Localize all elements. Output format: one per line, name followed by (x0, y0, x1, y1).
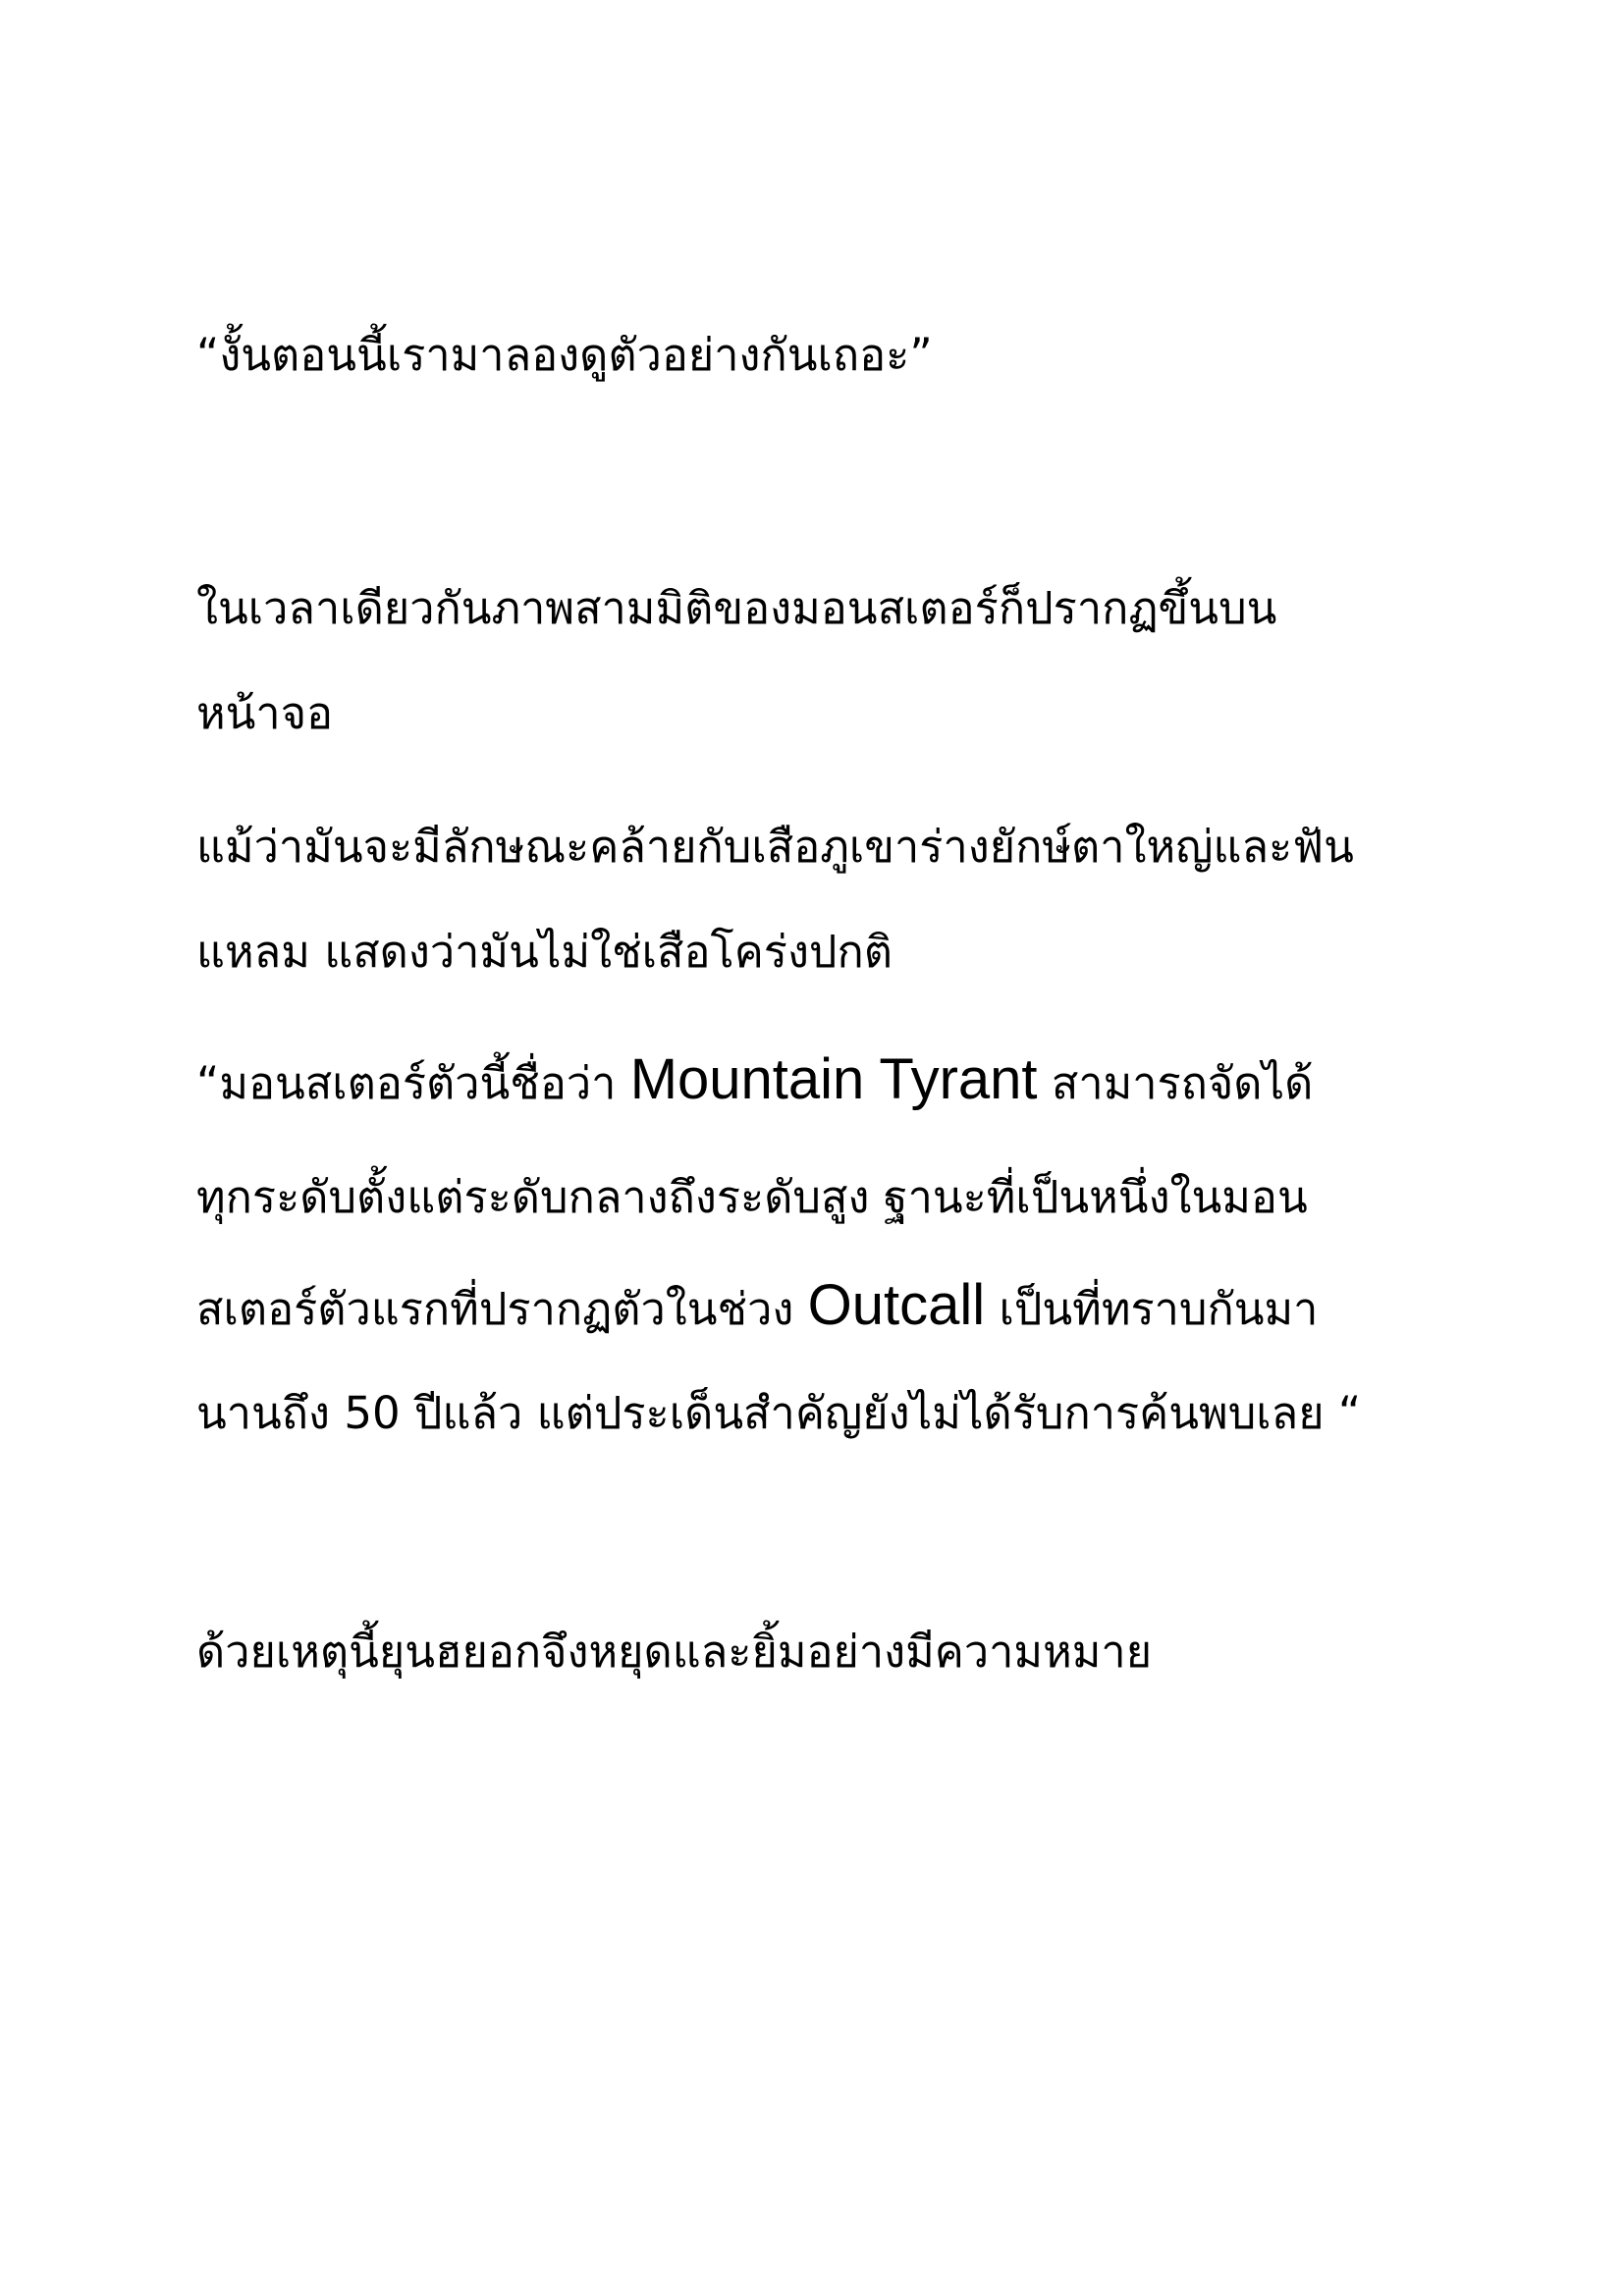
paragraph-4-line-3-thai-end: เป็นที่ทราบกันมา (985, 1283, 1319, 1335)
paragraph-4-line-3 (196, 1273, 1319, 1339)
paragraph-2-line-1: ในเวลาเดียวกันภาพสามมิติของมอนสเตอร์ก็ปรากฏขึ้นบน (196, 582, 1277, 634)
paragraph-4-line-3-thai-start: สเตอร์ตัวแรกที่ปรากฏตัวในช่วง (196, 1283, 808, 1335)
paragraph-2-line-2: หน้าจอ (196, 687, 334, 739)
paragraph-5-line-1: ด้วยเหตุนี้ยุนฮยอกจึงหยุดและยิ้มอย่างมีความหมาย (196, 1626, 1153, 1678)
paragraph-4-line-1-thai-end: สามารถจัดได้ (1037, 1057, 1314, 1109)
paragraph-3-line-2: แหลม แสดงว่ามันไม่ใช่เสือโคร่งปกติ (196, 926, 893, 978)
paragraph-1-line-1: “งั้นตอนนี้เรามาลองดูตัวอย่างกันเถอะ” (196, 329, 933, 381)
paragraph-4-line-1 (196, 1047, 1314, 1113)
paragraph-4-line-2: ทุกระดับตั้งแต่ระดับกลางถึงระดับสูง ฐานะที่เป็นหนึ่งในมอน (196, 1171, 1308, 1223)
paragraph-4-line-1-thai-start: “มอนสเตอร์ตัวนี้ชื่อว่า (196, 1057, 630, 1109)
monster-name-mountain-tyrant: Mountain Tyrant (629, 1047, 1038, 1111)
paragraph-3-line-1: แม้ว่ามันจะมีลักษณะคล้ายกับเสือภูเขาร่างยักษ์ตาใหญ่และฟัน (196, 821, 1354, 873)
paragraph-4-line-4: นานถึง 50 ปีแล้ว แต่ประเด็นสำคัญยังไม่ได้รับการค้นพบเลย “ (196, 1387, 1362, 1439)
event-name-outcall: Outcall (807, 1273, 986, 1337)
